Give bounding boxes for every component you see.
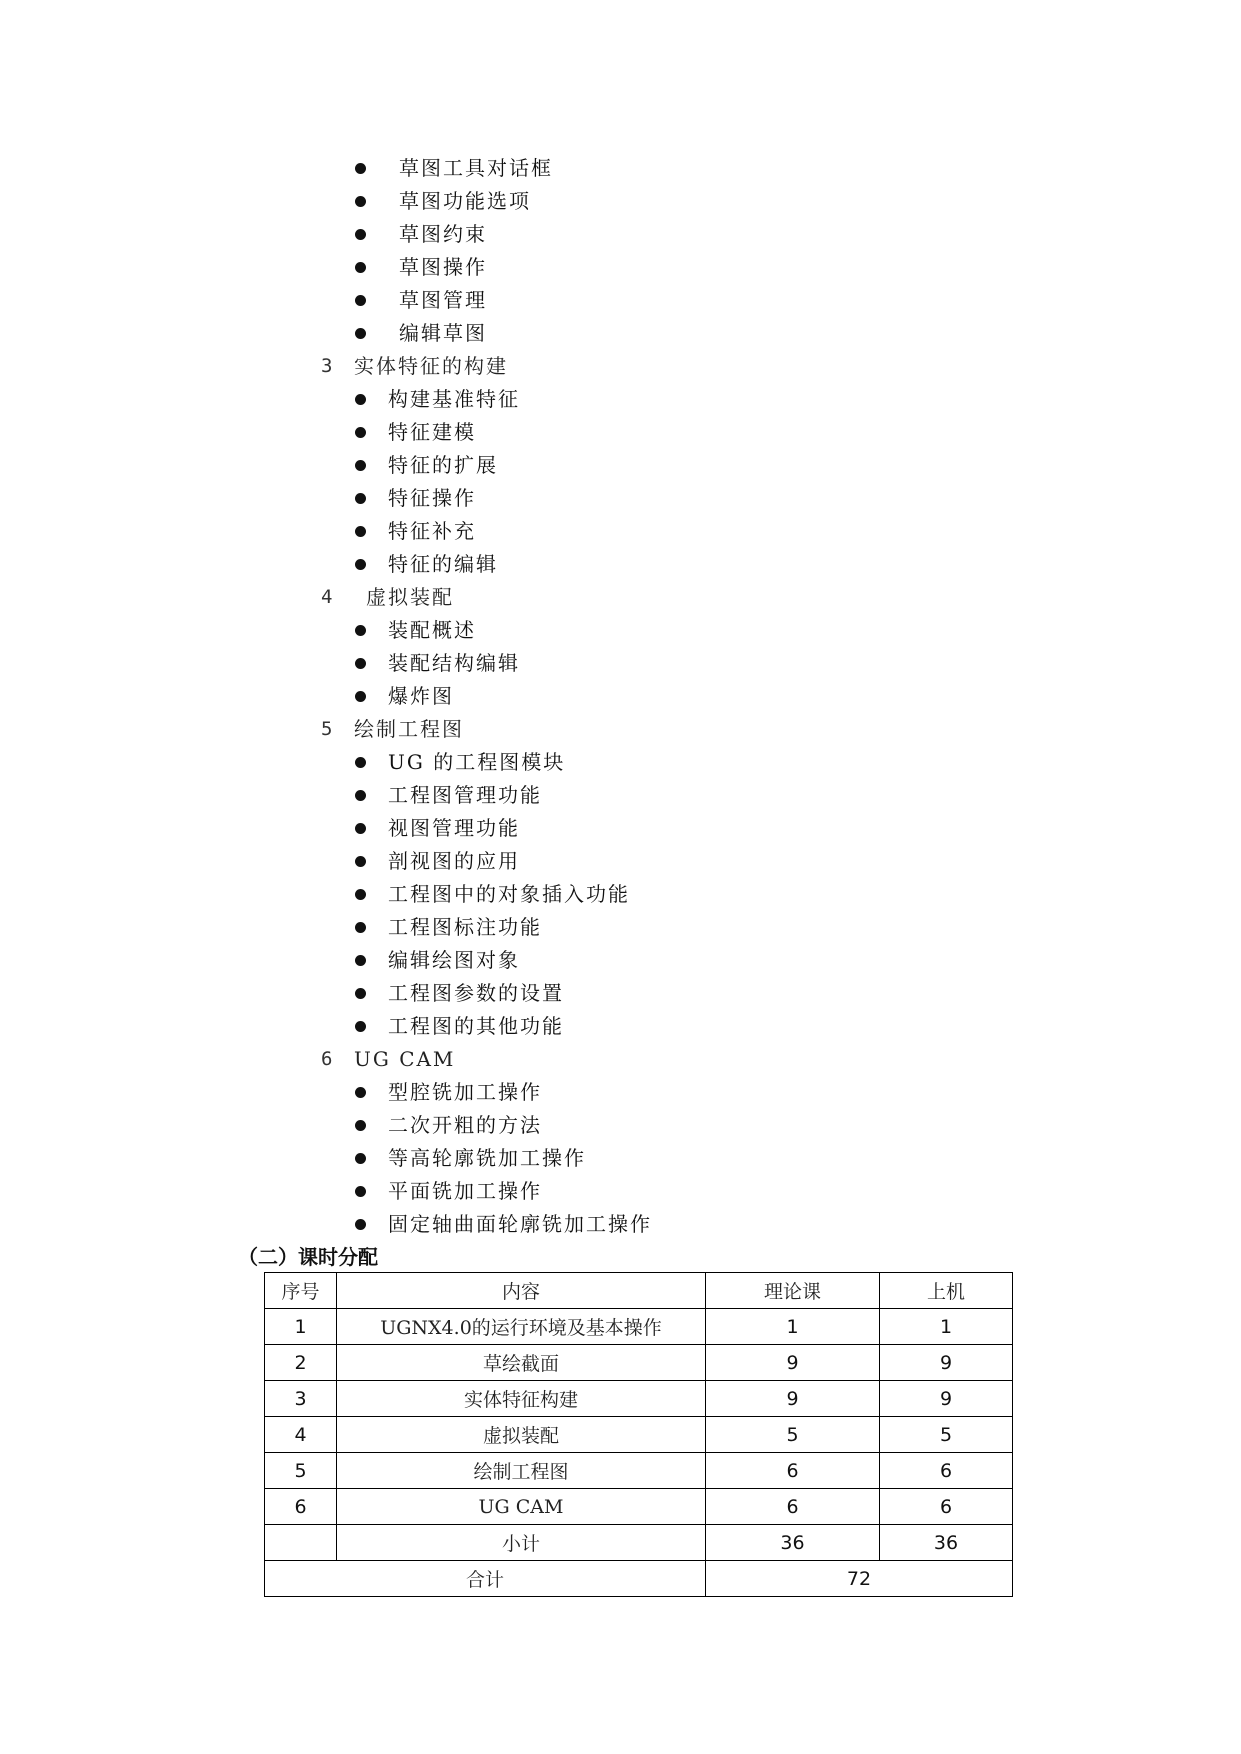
list-item xyxy=(0,383,1241,416)
list-item-label: 固定轴曲面轮廓铣加工操作 xyxy=(388,1212,652,1236)
cell-lab: 5 xyxy=(880,1417,1013,1453)
list-item-label: 特征的编辑 xyxy=(388,552,498,576)
bullet-icon xyxy=(355,262,366,273)
list-item-label: 型腔铣加工操作 xyxy=(388,1080,542,1104)
bullet-icon xyxy=(355,823,366,834)
section-title: 绘制工程图 xyxy=(354,717,464,741)
cell-content: 草绘截面 xyxy=(337,1345,706,1381)
list-item-label: 工程图管理功能 xyxy=(388,783,542,807)
list-item xyxy=(0,1208,1241,1241)
list-item xyxy=(0,251,1241,284)
header-lab: 上机 xyxy=(880,1273,1013,1309)
cell-content: UGNX4.0的运行环境及基本操作 xyxy=(337,1309,706,1345)
table-header-row xyxy=(265,1273,1013,1309)
section-heading xyxy=(0,350,1241,383)
section-title: UG CAM xyxy=(354,1047,456,1071)
list-item xyxy=(0,416,1241,449)
bullet-icon xyxy=(355,691,366,702)
bullet-icon xyxy=(355,460,366,471)
list-item-label: 工程图标注功能 xyxy=(388,915,542,939)
subtotal-theory: 36 xyxy=(706,1525,880,1561)
table-row xyxy=(265,1381,1013,1417)
list-item xyxy=(0,152,1241,185)
bullet-icon xyxy=(355,1087,366,1098)
bullet-icon xyxy=(355,1021,366,1032)
list-item xyxy=(0,482,1241,515)
list-item xyxy=(0,680,1241,713)
cell-number: 3 xyxy=(265,1381,337,1417)
allocation-heading: （二）课时分配 xyxy=(238,1245,378,1269)
list-item-label: 草图操作 xyxy=(399,255,487,279)
bullet-icon xyxy=(355,394,366,405)
bullet-icon xyxy=(355,1186,366,1197)
cell-theory: 6 xyxy=(706,1489,880,1525)
list-item xyxy=(0,779,1241,812)
list-item-label: 爆炸图 xyxy=(388,684,454,708)
cell-lab: 9 xyxy=(880,1345,1013,1381)
cell-lab: 6 xyxy=(880,1489,1013,1525)
list-item-label: 草图工具对话框 xyxy=(399,156,553,180)
cell-number: 1 xyxy=(265,1309,337,1345)
table-row xyxy=(265,1309,1013,1345)
list-item xyxy=(0,1010,1241,1043)
bullet-icon xyxy=(355,229,366,240)
cell-content: 绘制工程图 xyxy=(337,1453,706,1489)
list-item xyxy=(0,878,1241,911)
cell-number: 6 xyxy=(265,1489,337,1525)
list-item-label: UG 的工程图模块 xyxy=(388,750,566,774)
section-number: 5 xyxy=(321,718,333,740)
list-item xyxy=(0,977,1241,1010)
list-item xyxy=(0,317,1241,350)
cell-lab: 6 xyxy=(880,1453,1013,1489)
cell-content: UG CAM xyxy=(337,1489,706,1525)
list-item-label: 工程图的其他功能 xyxy=(388,1014,564,1038)
cell-number-empty xyxy=(265,1525,337,1561)
bullet-icon xyxy=(355,493,366,504)
list-item-label: 特征操作 xyxy=(388,486,476,510)
bullet-icon xyxy=(355,922,366,933)
cell-lab: 1 xyxy=(880,1309,1013,1345)
cell-theory: 9 xyxy=(706,1345,880,1381)
cell-number: 5 xyxy=(265,1453,337,1489)
list-item xyxy=(0,845,1241,878)
list-item-label: 剖视图的应用 xyxy=(388,849,520,873)
list-item xyxy=(0,1175,1241,1208)
list-item-label: 等高轮廓铣加工操作 xyxy=(388,1146,586,1170)
cell-theory: 9 xyxy=(706,1381,880,1417)
table-row xyxy=(265,1453,1013,1489)
section-number: 6 xyxy=(321,1048,333,1070)
list-item-label: 工程图中的对象插入功能 xyxy=(388,882,630,906)
header-number: 序号 xyxy=(265,1273,337,1309)
cell-number: 2 xyxy=(265,1345,337,1381)
bullet-icon xyxy=(355,757,366,768)
bullet-icon xyxy=(355,625,366,636)
bullet-icon xyxy=(355,658,366,669)
list-item xyxy=(0,812,1241,845)
section-number: 3 xyxy=(321,355,333,377)
list-item-label: 特征的扩展 xyxy=(388,453,498,477)
list-item xyxy=(0,614,1241,647)
list-item-label: 编辑草图 xyxy=(399,321,487,345)
bullet-icon xyxy=(355,988,366,999)
bullet-icon xyxy=(355,328,366,339)
table-row xyxy=(265,1489,1013,1525)
list-item-label: 构建基准特征 xyxy=(388,387,520,411)
bullet-icon xyxy=(355,955,366,966)
header-theory: 理论课 xyxy=(706,1273,880,1309)
subtotal-row xyxy=(265,1525,1013,1561)
list-item xyxy=(0,1076,1241,1109)
list-item xyxy=(0,647,1241,680)
header-content: 内容 xyxy=(337,1273,706,1309)
list-item-label: 装配概述 xyxy=(388,618,476,642)
list-item xyxy=(0,218,1241,251)
bullet-icon xyxy=(355,889,366,900)
bullet-icon xyxy=(355,1120,366,1131)
list-item xyxy=(0,185,1241,218)
list-item xyxy=(0,944,1241,977)
list-item-label: 编辑绘图对象 xyxy=(388,948,520,972)
subtotal-label: 小计 xyxy=(337,1525,706,1561)
total-value: 72 xyxy=(706,1561,1013,1597)
subtotal-lab: 36 xyxy=(880,1525,1013,1561)
table-row xyxy=(265,1417,1013,1453)
allocation-heading-line xyxy=(0,1241,1241,1274)
list-item xyxy=(0,284,1241,317)
list-item xyxy=(0,911,1241,944)
bullet-icon xyxy=(355,1219,366,1230)
list-item-label: 草图约束 xyxy=(399,222,487,246)
bullet-icon xyxy=(355,1153,366,1164)
cell-theory: 5 xyxy=(706,1417,880,1453)
bullet-icon xyxy=(355,163,366,174)
list-item-label: 装配结构编辑 xyxy=(388,651,520,675)
total-row xyxy=(265,1561,1013,1597)
list-item xyxy=(0,746,1241,779)
section-title: 实体特征的构建 xyxy=(354,354,508,378)
section-heading xyxy=(0,1043,1241,1076)
cell-number: 4 xyxy=(265,1417,337,1453)
cell-lab: 9 xyxy=(880,1381,1013,1417)
list-item xyxy=(0,449,1241,482)
list-item-label: 特征建模 xyxy=(388,420,476,444)
bullet-icon xyxy=(355,559,366,570)
list-item-label: 特征补充 xyxy=(388,519,476,543)
list-item-label: 草图功能选项 xyxy=(399,189,531,213)
bullet-icon xyxy=(355,196,366,207)
list-item-label: 平面铣加工操作 xyxy=(388,1179,542,1203)
bullet-icon xyxy=(355,856,366,867)
table-row xyxy=(265,1345,1013,1381)
list-item-label: 工程图参数的设置 xyxy=(388,981,564,1005)
section-heading xyxy=(0,581,1241,614)
cell-content: 实体特征构建 xyxy=(337,1381,706,1417)
list-item-label: 视图管理功能 xyxy=(388,816,520,840)
section-title: 虚拟装配 xyxy=(366,585,454,609)
cell-theory: 1 xyxy=(706,1309,880,1345)
total-label: 合计 xyxy=(265,1561,706,1597)
section-number: 4 xyxy=(321,586,333,608)
bullet-icon xyxy=(355,295,366,306)
list-item-label: 草图管理 xyxy=(399,288,487,312)
list-item-label: 二次开粗的方法 xyxy=(388,1113,542,1137)
list-item xyxy=(0,1142,1241,1175)
bullet-icon xyxy=(355,790,366,801)
course-outline xyxy=(0,152,1241,1274)
list-item xyxy=(0,548,1241,581)
hours-allocation-table xyxy=(264,1272,1013,1597)
cell-theory: 6 xyxy=(706,1453,880,1489)
cell-content: 虚拟装配 xyxy=(337,1417,706,1453)
list-item xyxy=(0,515,1241,548)
bullet-icon xyxy=(355,526,366,537)
bullet-icon xyxy=(355,427,366,438)
section-heading xyxy=(0,713,1241,746)
list-item xyxy=(0,1109,1241,1142)
